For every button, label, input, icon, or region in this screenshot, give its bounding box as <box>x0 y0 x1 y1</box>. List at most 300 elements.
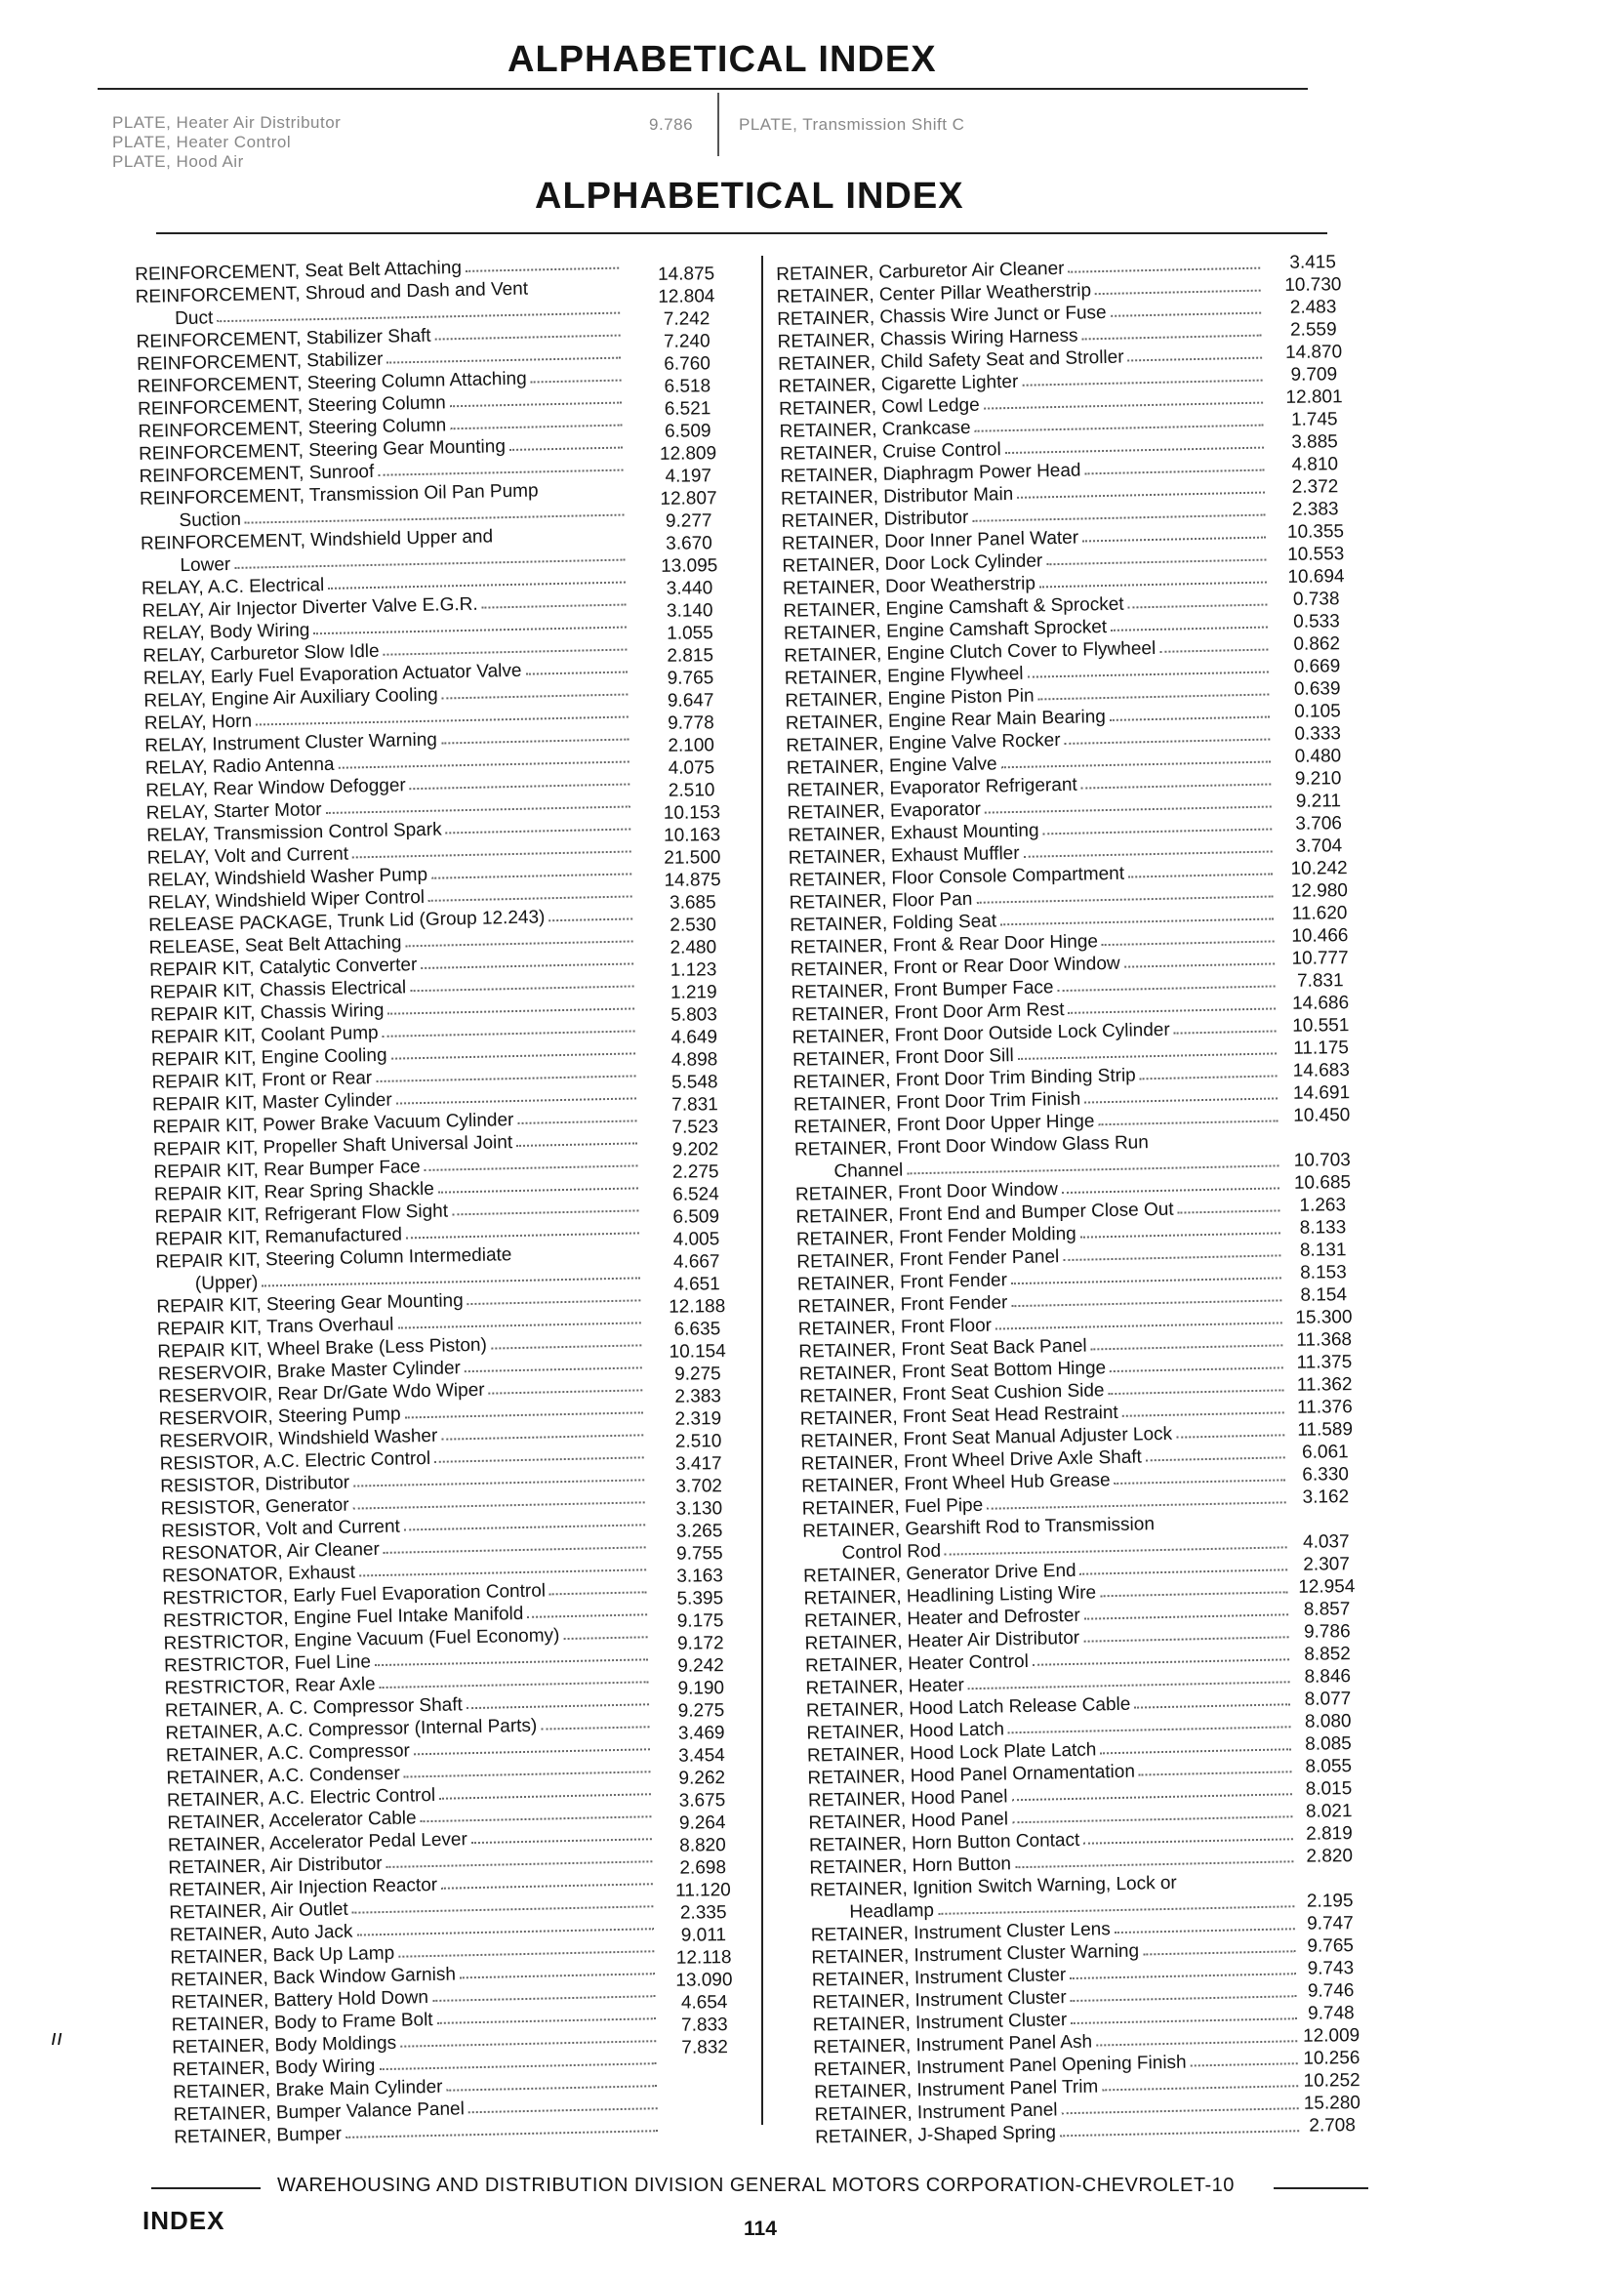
index-entry-label: RETAINER, Front Fender <box>796 1270 1008 1295</box>
index-page-ref: 8.131 <box>1299 1240 1347 1261</box>
index-entry-label: REPAIR KIT, Chassis Wiring <box>149 999 385 1026</box>
dot-leader <box>421 949 633 969</box>
index-entry-label: RETAINER, Auto Jack <box>169 1921 353 1946</box>
top-line-number: 9.786 <box>649 115 694 134</box>
index-entry-label: REINFORCEMENT, Shroud and Dash and Vent <box>135 278 529 307</box>
index-page-ref: 0.480 <box>1294 746 1342 767</box>
dot-leader <box>1121 1398 1283 1416</box>
index-entry-label: RETAINER, Chassis Wire Junct or Fuse <box>776 302 1107 330</box>
index-entry-label: RESERVOIR, Brake Master Cylinder <box>157 1358 462 1385</box>
dot-leader <box>441 1420 643 1440</box>
dot-leader <box>1096 2026 1297 2046</box>
index-entry-label: RETAINER, Front Floor <box>797 1315 993 1340</box>
dot-leader <box>509 433 623 451</box>
index-entry-label: RETAINER, Body Wiring <box>172 2056 376 2081</box>
dot-leader <box>1084 1083 1278 1103</box>
index-page-ref: 13.095 <box>661 555 718 577</box>
index-entry-label: RETAINER, Front Seat Cushion Side <box>799 1380 1105 1407</box>
index-page-ref: 7.242 <box>663 308 710 330</box>
index-page-ref: 2.275 <box>671 1161 719 1183</box>
index-page-ref: 1.263 <box>1299 1195 1347 1216</box>
dot-leader <box>491 1330 642 1349</box>
index-entry-label: RETAINER, Instrument Panel Ash <box>813 2031 1093 2058</box>
index-page-ref: 2.559 <box>1289 319 1337 341</box>
index-page-ref: 7.832 <box>681 2037 729 2058</box>
index-page-ref: 10.685 <box>1293 1172 1352 1194</box>
dot-leader <box>434 1443 644 1462</box>
dot-leader <box>438 1173 638 1193</box>
dot-leader <box>1070 1959 1296 1979</box>
dot-leader <box>410 971 634 992</box>
left-index-column <box>135 254 662 2149</box>
index-entry-label: RETAINER, Evaporator Refrigerant <box>787 774 1077 801</box>
index-page-ref: 2.383 <box>1291 499 1339 520</box>
index-entry-label: Lower <box>180 554 231 577</box>
index-page-ref: 6.524 <box>672 1184 719 1205</box>
dot-leader <box>1084 456 1264 475</box>
index-page-ref: 2.195 <box>1306 1891 1354 1912</box>
index-entry-label: RETAINER, Instrument Cluster <box>811 1965 1067 1991</box>
index-page-ref: 2.100 <box>668 735 715 756</box>
index-entry-label: RETAINER, Hood Panel Ornamentation <box>807 1761 1136 1789</box>
index-entry-label: REPAIR KIT, Catalytic Converter <box>148 955 418 981</box>
dot-leader <box>1140 1061 1278 1079</box>
index-entry-label: REPAIR KIT, Rear Spring Shackle <box>153 1178 435 1205</box>
index-page-ref: 12.801 <box>1285 387 1343 408</box>
dot-leader <box>467 1690 649 1709</box>
dot-leader <box>445 814 630 834</box>
index-entry-label: RELAY, Starter Motor <box>145 799 322 824</box>
dot-leader <box>1100 1577 1288 1597</box>
index-entry-label: RETAINER, Hood Panel <box>808 1809 1009 1834</box>
index-entry-label: RETAINER, Child Safety Seat and Stroller <box>777 346 1124 375</box>
index-entry-label: REINFORCEMENT, Steering Column <box>137 392 446 420</box>
index-page-ref: 12.807 <box>660 488 717 509</box>
index-page-ref: 8.153 <box>1300 1262 1347 1283</box>
index-entry-label: RETAINER, Front Wheel Hub Grease <box>801 1470 1111 1497</box>
index-page-ref: 2.480 <box>670 937 717 958</box>
index-entry-label: RETAINER, Instrument Cluster <box>812 1987 1067 2014</box>
index-page-ref: 10.551 <box>1292 1015 1350 1037</box>
index-entry-label: RETAINER, Bumper <box>174 2123 343 2148</box>
dot-leader <box>1063 1241 1280 1261</box>
index-entry-label: REPAIR KIT, Trans Overhaul <box>156 1314 394 1340</box>
index-page-ref: 3.885 <box>1291 431 1338 453</box>
index-page-ref: 3.706 <box>1295 813 1343 835</box>
index-page-ref: 4.654 <box>680 1992 728 2014</box>
index-page-ref: 9.190 <box>677 1678 725 1699</box>
index-entry-label: RETAINER, Floor Console Compartment <box>789 863 1125 891</box>
index-entry-label: RETAINER, Ignition Switch Warning, Lock or <box>809 1872 1177 1901</box>
index-entry-label: RELAY, Horn <box>143 711 253 734</box>
index-page-ref: 2.530 <box>670 915 716 936</box>
index-page-ref: 1.055 <box>667 623 713 644</box>
index-entry-label: RETAINER, Instrument Panel Opening Finish <box>813 2052 1187 2081</box>
footer-text: WAREHOUSING AND DISTRIBUTION DIVISION GENERAL MOTORS CORPORATION-CHEVROLET-10 <box>277 2175 1235 2196</box>
index-page-ref: 0.639 <box>1293 678 1341 700</box>
index-page-ref: 8.021 <box>1305 1801 1353 1822</box>
index-page-ref: 9.786 <box>1303 1621 1351 1643</box>
index-page-ref: 21.500 <box>664 847 721 869</box>
index-page-ref: 14.875 <box>664 870 721 891</box>
index-page-ref: 10.703 <box>1293 1150 1351 1171</box>
index-page-ref: 9.210 <box>1294 768 1342 790</box>
index-page-ref: 4.037 <box>1302 1531 1350 1553</box>
index-page-ref: 5.395 <box>676 1588 724 1609</box>
index-entry-label: RETAINER, A.C. Compressor <box>165 1740 411 1767</box>
index-entry-label: REPAIR KIT, Steering Column Intermediate <box>155 1244 512 1273</box>
index-entry-label: RELAY, Rear Window Defogger <box>145 775 406 801</box>
index-entry-label: REPAIR KIT, Coolant Pump <box>150 1022 379 1048</box>
index-page-ref: 10.256 <box>1303 2048 1360 2069</box>
index-page-ref: 14.875 <box>657 264 715 285</box>
dot-leader <box>1176 1420 1284 1438</box>
index-page-ref: 14.870 <box>1284 342 1343 363</box>
index-page-ref: 10.355 <box>1286 521 1345 543</box>
index-entry-label: RETAINER, Front Door Sill <box>792 1045 1014 1071</box>
index-page-ref: 9.011 <box>680 1925 727 1946</box>
index-page-ref: 1.219 <box>670 982 717 1003</box>
top-title-rule <box>98 88 1308 90</box>
index-page-ref: 3.440 <box>666 578 713 599</box>
dot-leader <box>466 254 620 272</box>
index-entry-label: RESTRICTOR, Fuel Line <box>163 1651 372 1677</box>
index-page-ref: 7.831 <box>671 1094 718 1116</box>
index-entry-label: RELAY, Engine Air Auxiliary Cooling <box>143 684 438 712</box>
index-entry-label: RETAINER, Front Door Arm Rest <box>791 998 1065 1026</box>
index-page-ref: 4.075 <box>668 757 715 779</box>
footer-rule-right <box>1274 2187 1368 2189</box>
index-entry-label: Headlamp <box>849 1899 935 1923</box>
index-entry-label: RETAINER, Heater and Defroster <box>803 1605 1080 1632</box>
dot-leader <box>1139 1757 1292 1775</box>
index-page-ref: 10.450 <box>1293 1105 1351 1126</box>
index-entry-label: RETAINER, Distributor <box>781 507 969 532</box>
dot-leader <box>446 2071 657 2092</box>
index-page-ref: 3.265 <box>675 1521 723 1542</box>
index-page-ref: 9.242 <box>677 1655 724 1677</box>
dot-leader <box>467 1285 640 1305</box>
dot-leader <box>1095 276 1261 296</box>
top-column-divider <box>717 93 719 156</box>
index-entry-label: RETAINER, Engine Clutch Cover to Flywheel <box>784 637 1157 667</box>
index-page-ref: 9.743 <box>1307 1958 1355 1979</box>
index-page-ref: 9.172 <box>676 1633 724 1654</box>
dot-leader <box>424 1151 637 1171</box>
index-entry-label: RETAINER, Horn Button Contact <box>808 1829 1080 1856</box>
index-entry-label: REINFORCEMENT, Steering Column Attaching <box>137 368 527 397</box>
index-page-ref: 9.202 <box>671 1139 719 1160</box>
index-entry-label: RETAINER, Battery Hold Down <box>171 1987 429 2014</box>
index-page-ref: 4.197 <box>665 466 712 487</box>
index-entry-label: RELAY, Volt and Current <box>146 843 349 869</box>
dot-leader <box>1146 1443 1285 1461</box>
index-entry-label: REPAIR KIT, Power Brake Vacuum Cylinder <box>152 1110 514 1138</box>
index-entry-label: RESONATOR, Exhaust <box>161 1562 356 1587</box>
index-entry-label: RETAINER, Instrument Cluster Warning <box>811 1940 1140 1969</box>
index-entry-label: RETAINER, Folding Seat <box>789 911 997 936</box>
index-page-ref <box>1278 1126 1365 1150</box>
index-entry-label: RETAINER, Horn Button <box>809 1853 1012 1879</box>
index-page-ref: 4.898 <box>670 1049 718 1071</box>
index-entry-label: REPAIR KIT, Steering Gear Mounting <box>156 1290 464 1318</box>
dot-leader <box>1128 859 1273 877</box>
index-entry-label: REPAIR KIT, Remanufactured <box>154 1224 403 1250</box>
index-page-ref: 4.005 <box>672 1229 720 1250</box>
right-index-column <box>776 254 1303 2149</box>
margin-mark: ıı <box>51 2025 63 2050</box>
index-entry-label: RETAINER, Door Weatherstrip <box>782 573 1036 599</box>
index-entry-label: REINFORCEMENT, Transmission Oil Pan Pump <box>139 480 539 509</box>
index-page-ref: 12.804 <box>658 286 715 307</box>
dot-leader <box>450 388 623 408</box>
index-page-ref: 2.372 <box>1291 476 1339 498</box>
index-page-ref: 6.635 <box>673 1319 721 1340</box>
index-entry-label: RETAINER, Cruise Control <box>779 439 1001 465</box>
index-entry-label: RETAINER, Door Inner Panel Water <box>781 527 1079 554</box>
index-entry-label: RETAINER, Front Door Window Glass Run <box>793 1132 1150 1160</box>
index-page-ref: 3.675 <box>678 1790 726 1812</box>
index-entry-label: RETAINER, Engine Rear Main Bearing <box>785 707 1107 734</box>
index-entry-label: RETAINER, Door Lock Cylinder <box>782 550 1043 577</box>
index-entry-label: RETAINER, Front Fender Panel <box>796 1246 1060 1273</box>
index-page-ref: 11.362 <box>1296 1374 1353 1396</box>
index-page-ref: 13.090 <box>675 1970 733 1991</box>
dot-leader <box>1114 1914 1294 1934</box>
index-entry-label: RETAINER, Heater Control <box>804 1650 1030 1677</box>
index-entry-label: RETAINER, Gearshift Rod to Transmission <box>801 1514 1156 1542</box>
index-page-ref: 5.548 <box>670 1072 718 1093</box>
title-rule <box>156 232 1327 234</box>
index-entry-label: RETAINER, Generator Drive End <box>802 1560 1076 1587</box>
dot-leader <box>1083 1600 1288 1619</box>
index-page-ref: 10.163 <box>663 825 721 846</box>
index-entry-label: RESISTOR, Volt and Current <box>160 1516 401 1542</box>
index-page-ref: 6.509 <box>672 1206 720 1228</box>
index-entry-label: RESTRICTOR, Early Fuel Evaporation Control <box>162 1580 547 1609</box>
index-entry-label: RETAINER, Diaphragm Power Head <box>780 460 1081 487</box>
index-page-ref: 6.521 <box>664 398 711 420</box>
dot-leader <box>441 680 628 700</box>
dot-leader <box>1083 1622 1289 1642</box>
index-entry-label: RELAY, Windshield Washer Pump <box>147 864 428 891</box>
index-page-ref: 9.275 <box>674 1364 721 1385</box>
dot-leader <box>1080 769 1271 789</box>
index-page-ref: 3.130 <box>675 1498 723 1520</box>
index-page-ref: 9.275 <box>677 1700 725 1722</box>
dot-leader <box>527 1600 647 1618</box>
index-entry-label: RETAINER, Engine Camshaft & Sprocket <box>783 593 1124 622</box>
dot-leader <box>1102 2071 1298 2091</box>
top-line-2: PLATE, Heater Control <box>112 133 292 151</box>
index-page-ref: 6.330 <box>1302 1464 1349 1486</box>
index-entry-label: Control Rod <box>841 1540 942 1564</box>
page-title: ALPHABETICAL INDEX <box>535 176 964 217</box>
index-page-ref: 12.809 <box>659 443 717 465</box>
index-page-ref: 9.277 <box>665 510 712 532</box>
dot-leader <box>1071 2004 1297 2024</box>
index-page-ref: 12.954 <box>1298 1576 1356 1598</box>
index-entry-label: RETAINER, Evaporator <box>787 798 982 824</box>
index-page-ref: 14.683 <box>1292 1060 1350 1081</box>
index-entry-label: REINFORCEMENT, Sunroof <box>139 461 375 487</box>
index-entry-label: REINFORCEMENT, Stabilizer Shaft <box>136 325 431 352</box>
index-entry-label: RETAINER, Front Bumper Face <box>791 977 1054 1003</box>
index-page-ref: 0.669 <box>1293 656 1341 677</box>
index-page-ref: 0.533 <box>1293 611 1340 632</box>
index-page-ref: 2.383 <box>674 1386 722 1407</box>
index-page-ref: 11.368 <box>1296 1329 1353 1351</box>
index-entry-label: RETAINER, Heater Air Distributor <box>804 1627 1080 1654</box>
dot-leader <box>1079 1555 1287 1574</box>
index-page-ref: 2.510 <box>668 780 715 801</box>
index-page-ref: 1.745 <box>1290 409 1338 430</box>
dot-leader <box>450 411 623 430</box>
dot-leader <box>432 1981 656 2002</box>
index-page-ref: 11.175 <box>1293 1038 1349 1059</box>
index-entry-label: RETAINER, Front Door Trim Finish <box>792 1088 1081 1116</box>
index-page-ref: 9.211 <box>1295 791 1342 812</box>
index-entry-label: REINFORCEMENT, Steering Gear Mounting <box>138 436 507 465</box>
index-entry-label: RETAINER, Accelerator Pedal Lever <box>167 1829 468 1856</box>
index-entry-label: RETAINER, Air Outlet <box>169 1898 348 1924</box>
dot-leader <box>441 1869 653 1890</box>
index-entry-label: REPAIR KIT, Chassis Electrical <box>149 977 407 1003</box>
index-page-ref: 9.765 <box>667 668 714 689</box>
dot-leader <box>563 1622 647 1640</box>
dot-leader <box>1080 1218 1280 1238</box>
index-page-ref: 11.375 <box>1296 1352 1353 1373</box>
index-entry-label: RETAINER, Front Door Window <box>794 1179 1059 1205</box>
index-entry-label: RETAINER, Distributor Main <box>780 483 1014 509</box>
index-page-ref: 15.300 <box>1295 1307 1353 1328</box>
index-entry-label: RESTRICTOR, Rear Axle <box>164 1674 376 1699</box>
index-entry-label: RETAINER, Front Fender Molding <box>795 1223 1076 1250</box>
index-entry-label: RETAINER, Center Pillar Weatherstrip <box>776 280 1092 307</box>
index-label: INDEX <box>142 2206 225 2235</box>
index-page-ref: 9.778 <box>668 712 714 734</box>
column-divider <box>761 256 763 2125</box>
index-page-ref: 6.518 <box>664 376 711 397</box>
dot-leader <box>452 1196 639 1215</box>
index-page-ref: 9.765 <box>1307 1935 1355 1957</box>
index-page-ref: 4.810 <box>1291 454 1339 475</box>
dot-leader <box>1108 1375 1283 1395</box>
index-entry-label: RETAINER, Accelerator Cable <box>167 1808 417 1834</box>
right-page-numbers <box>1269 251 1376 2138</box>
index-entry-label: RETAINER, A.C. Electric Control <box>166 1784 436 1812</box>
index-entry-label: RESERVOIR, Rear Dr/Gate Wdo Wiper <box>158 1379 485 1407</box>
index-entry-label: RETAINER, A.C. Condenser <box>166 1763 401 1789</box>
dot-leader <box>1068 994 1276 1013</box>
index-entry-label: RETAINER, Front Fender <box>797 1292 1008 1318</box>
index-entry-label: RESTRICTOR, Engine Fuel Intake Manifold <box>162 1603 524 1632</box>
dot-leader <box>1039 568 1267 589</box>
dot-leader <box>1110 1353 1283 1372</box>
index-entry-label: RETAINER, Engine Camshaft Sprocket <box>783 616 1108 644</box>
index-entry-label: RETAINER, Front & Rear Door Hinge <box>790 931 1099 958</box>
index-entry-label: REPAIR KIT, Engine Cooling <box>150 1044 387 1071</box>
index-entry-label: REINFORCEMENT, Stabilizer <box>136 348 384 375</box>
dot-leader <box>468 2094 658 2113</box>
index-entry-label: RETAINER, Brake Main Cylinder <box>173 2076 443 2103</box>
dot-leader <box>1159 635 1268 653</box>
dot-leader <box>431 859 631 878</box>
index-page-ref: 10.730 <box>1284 274 1342 296</box>
dot-leader <box>436 2004 655 2024</box>
index-page-ref: 6.509 <box>664 421 711 442</box>
dot-leader <box>460 1959 655 1978</box>
index-page-ref: 0.738 <box>1292 589 1340 610</box>
index-entry-label: RETAINER, J-Shaped Spring <box>815 2122 1057 2148</box>
dot-leader <box>488 1375 642 1394</box>
index-page-ref: 2.307 <box>1303 1554 1350 1575</box>
dot-leader <box>1127 590 1267 609</box>
index-page-ref: 11.376 <box>1296 1397 1353 1418</box>
index-entry-label: RETAINER, Front Door Upper Hinge <box>793 1111 1095 1138</box>
dot-leader <box>1110 299 1261 317</box>
index-entry-label: RETAINER, Engine Valve <box>786 753 997 779</box>
index-page-ref: 2.319 <box>674 1408 722 1430</box>
index-entry-label: RELAY, Instrument Cluster Warning <box>144 729 438 756</box>
index-page-ref: 2.335 <box>679 1902 727 1924</box>
dot-leader <box>1123 949 1275 967</box>
index-entry-label: RESISTOR, Distributor <box>160 1472 350 1497</box>
index-entry-label: RETAINER, A. C. Compressor Shaft <box>164 1694 464 1722</box>
index-page-ref: 8.080 <box>1304 1711 1352 1732</box>
index-page-ref: 9.746 <box>1307 1980 1355 2002</box>
index-page-ref: 9.175 <box>676 1610 724 1632</box>
index-page-ref: 10.153 <box>663 802 721 824</box>
index-entry-label: RETAINER, Fuel Pipe <box>801 1494 984 1520</box>
index-page-ref: 10.777 <box>1291 948 1349 969</box>
top-line-1: PLATE, Heater Air Distributor <box>112 113 342 132</box>
page-number: 114 <box>744 2218 777 2240</box>
index-page-ref: 8.820 <box>679 1835 726 1856</box>
top-line-3: PLATE, Hood Air <box>112 152 244 171</box>
index-entry-label: RELEASE PACKAGE, Trunk Lid (Group 12.243) <box>147 907 546 936</box>
index-entry-label: RETAINER, Instrument Panel Trim <box>814 2076 1099 2103</box>
dot-leader <box>1127 344 1262 362</box>
dot-leader <box>1046 546 1267 566</box>
index-page-ref: 3.702 <box>675 1476 722 1497</box>
index-page-ref: 3.140 <box>666 600 713 622</box>
index-page-ref: 8.077 <box>1304 1689 1352 1710</box>
index-page-ref: 8.015 <box>1305 1778 1353 1800</box>
index-page-ref: 3.670 <box>666 533 712 554</box>
index-page-ref: 0.862 <box>1293 633 1341 655</box>
index-entry-label: RESISTOR, Generator <box>160 1494 349 1520</box>
dot-leader <box>1062 1173 1279 1194</box>
index-page-ref: 9.647 <box>667 690 714 712</box>
left-page-numbers <box>642 263 749 2059</box>
dot-leader <box>1083 1824 1293 1844</box>
dot-leader <box>1081 321 1261 341</box>
dot-leader <box>481 590 626 609</box>
dot-leader <box>410 769 630 790</box>
dot-leader <box>471 1824 652 1844</box>
index-entry-label: RELAY, Windshield Wiper Control <box>147 886 426 914</box>
index-entry-label: RESERVOIR, Windshield Washer <box>159 1425 438 1452</box>
index-page-ref: 0.105 <box>1294 701 1341 722</box>
index-entry-label: REPAIR KIT, Propeller Shaft Universal Joint <box>152 1132 513 1160</box>
dot-leader <box>1177 1196 1279 1213</box>
index-page-ref: 2.698 <box>679 1857 727 1879</box>
index-entry-label: RETAINER, Hood Latch Release Cable <box>805 1693 1131 1722</box>
index-page-ref <box>1281 1508 1369 1531</box>
dot-leader <box>541 1712 649 1730</box>
index-entry-label: RETAINER, Engine Flywheel <box>784 663 1024 689</box>
